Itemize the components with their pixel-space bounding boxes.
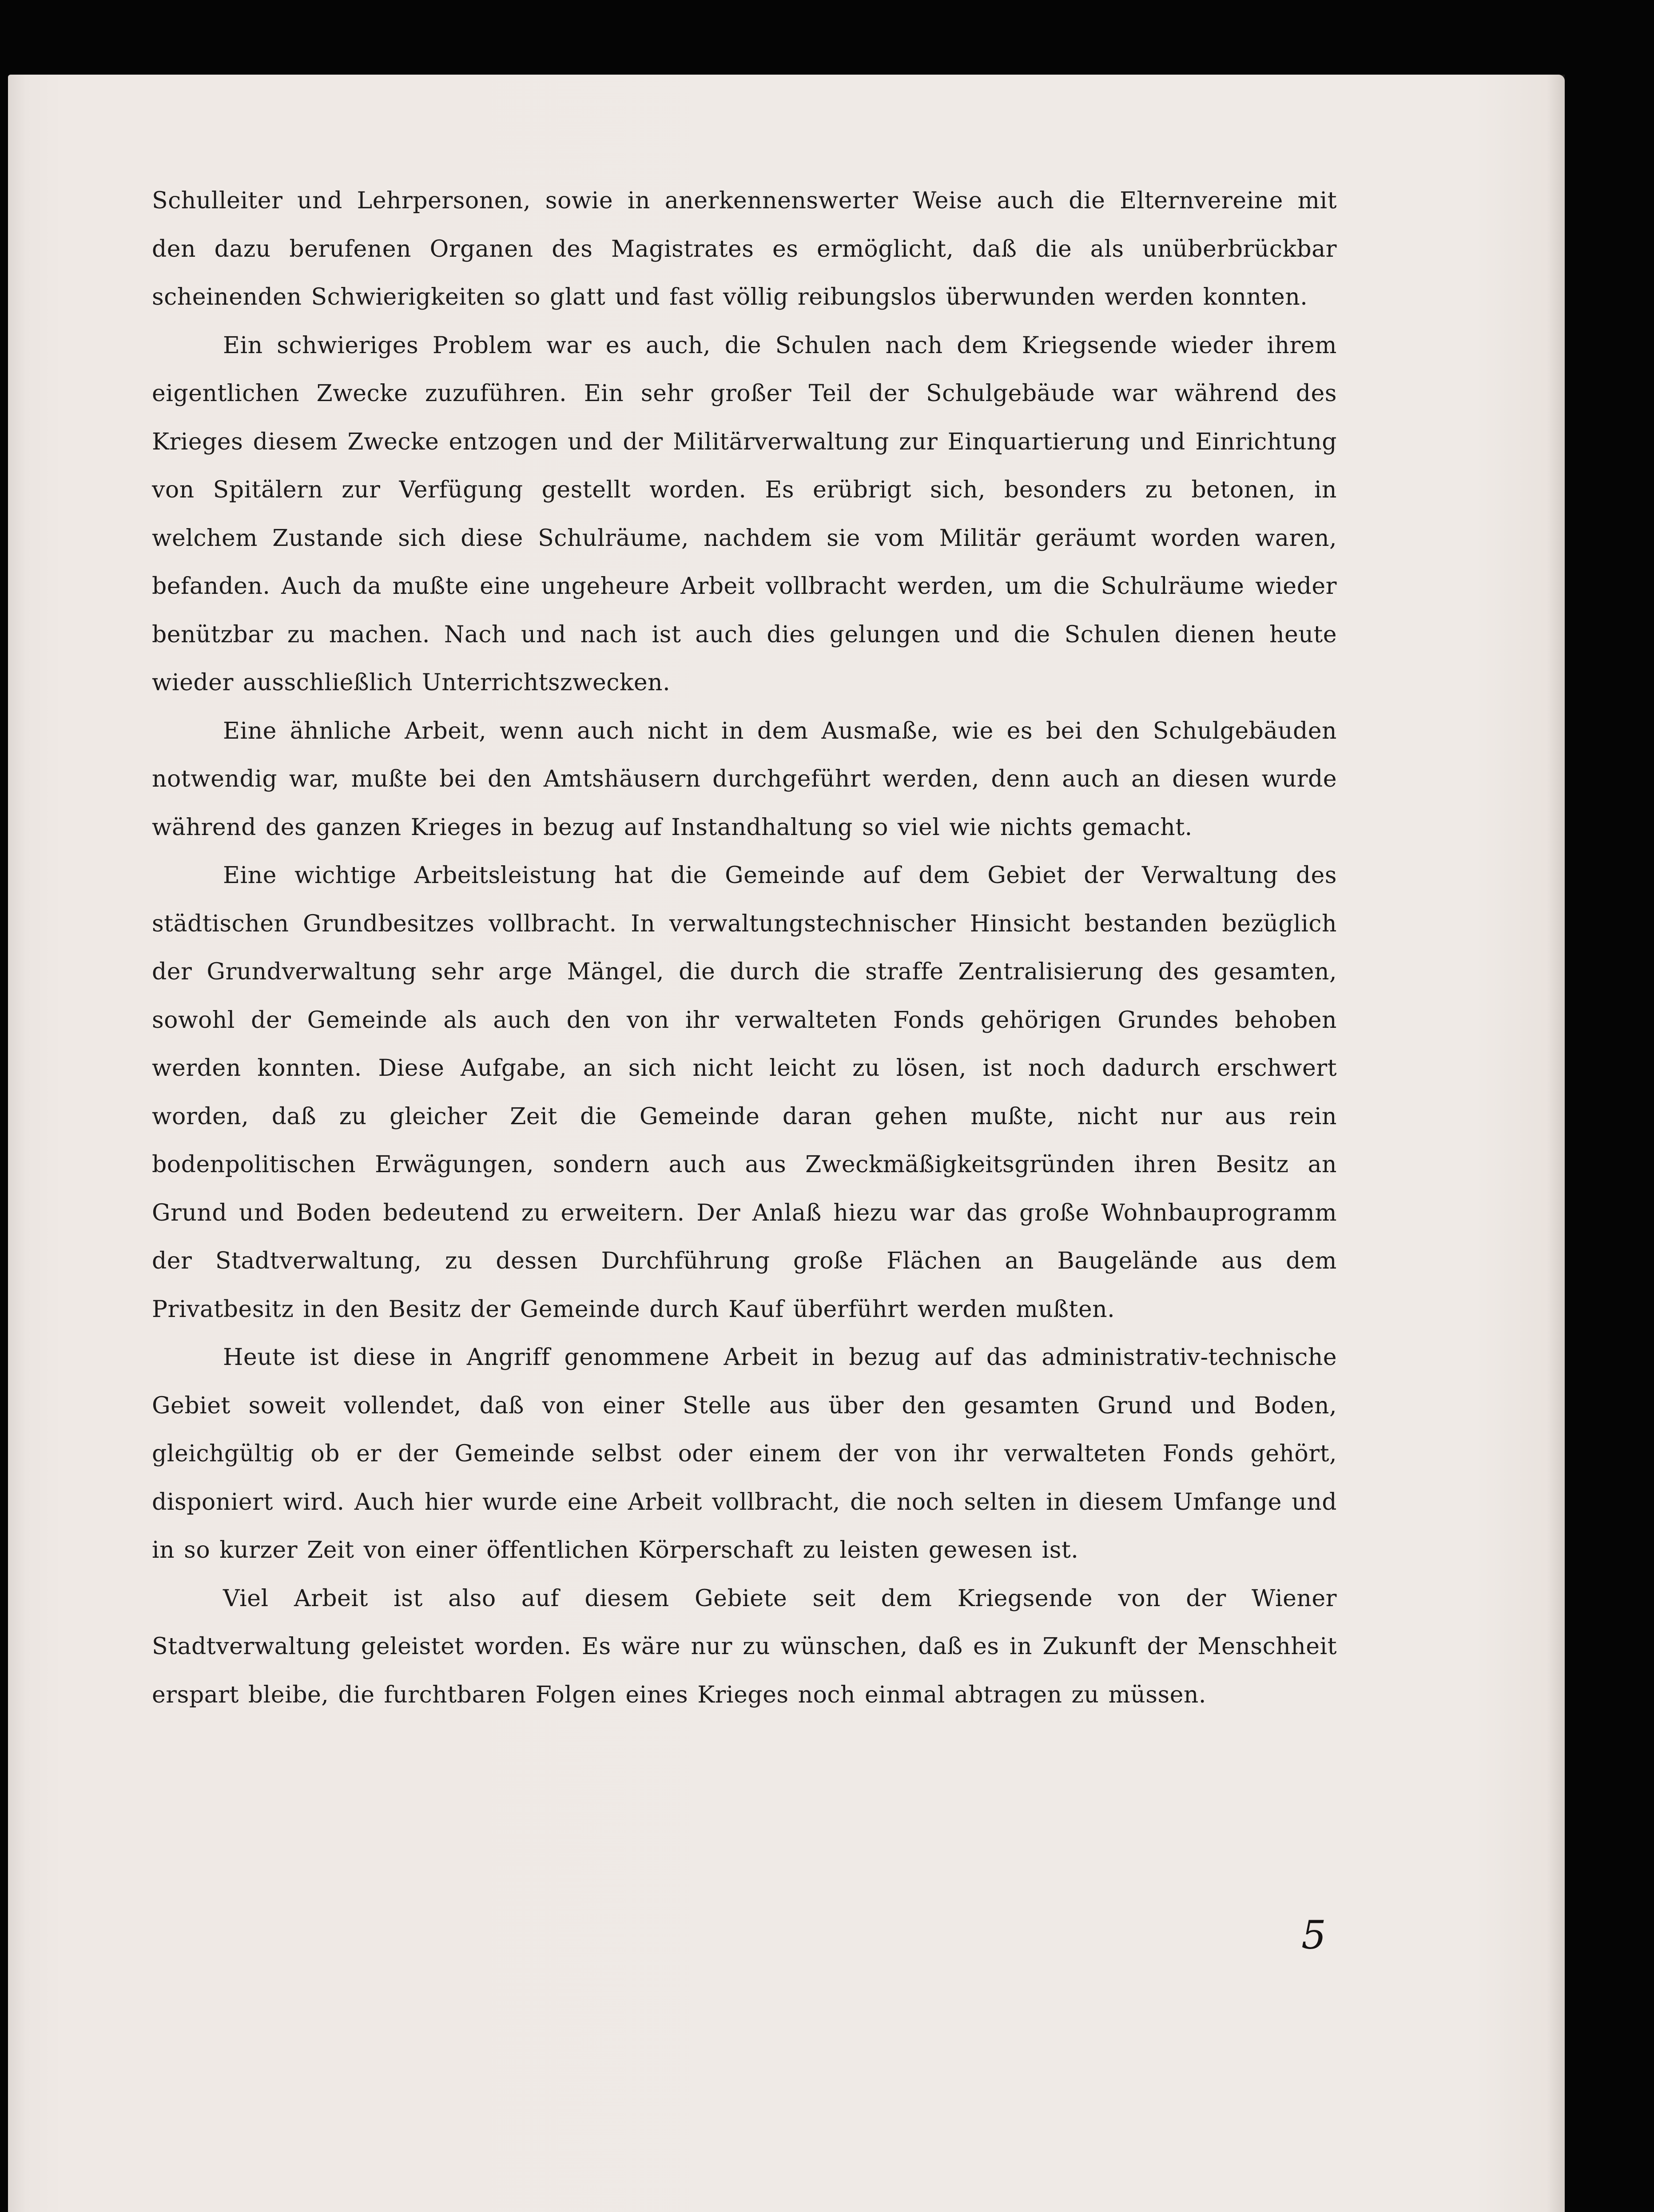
paragraph-1: Schulleiter und Lehrpersonen, sowie in anerkennenswerter Weise auch die Elternvereine mit den dazu berufenen Organen des Magistrates es ermöglicht, daß die als unüberbrückbar scheinenden Schwierigkeiten so glatt und fast völlig reibungslos überwunden werden konnten. [152, 187, 1337, 310]
paragraph-5: Heute ist diese in Angriff genommene Arbeit in bezug auf das administrativ-technische Gebiet soweit vollendet, daß von einer Stelle aus über den gesamten Grund und Boden, gleichgültig ob er der Gemeinde selbst oder einem der von ihr verwalteten Fonds gehört, disponiert wird. Auch hier wurde eine Arbeit vollbracht, die noch selten in diesem Umfange und in so kurzer Zeit von einer öffentlichen Körperschaft zu leisten gewesen ist. [152, 1344, 1337, 1564]
page-number: 5 [1301, 1912, 1326, 1958]
paragraph-6: Viel Arbeit ist also auf diesem Gebiete seit dem Kriegsende von der Wiener Stadtverwaltung geleistet worden. Es wäre nur zu wünschen, daß es in Zukunft der Menschheit erspart bleibe, die furchtbaren Folgen eines Krieges noch einmal abtragen zu müssen. [152, 1585, 1337, 1708]
paragraph-4: Eine wichtige Arbeitsleistung hat die Gemeinde auf dem Gebiet der Verwaltung des städtischen Grundbesitzes vollbracht. In verwaltungstechnischer Hinsicht bestanden bezüglich der Grundverwaltung sehr arge Mängel, die durch die straffe Zentralisierung des gesamten, sowohl der Gemeinde als auch den von ihr verwalteten Fonds gehörigen Grundes behoben werden konnten. Diese Aufgabe, an sich nicht leicht zu lösen, ist noch dadurch erschwert worden, daß zu gleicher Zeit die Gemeinde daran gehen mußte, nicht nur aus rein bodenpolitischen Erwägungen, sondern auch aus Zweckmäßigkeitsgründen ihren Besitz an Grund und Boden bedeutend zu erweitern. Der Anlaß hiezu war das große Wohnbauprogramm der Stadtverwaltung, zu dessen Durchführung große Flächen an Baugelände aus dem Privatbesitz in den Besitz der Gemeinde durch Kauf überführt werden mußten. [152, 862, 1337, 1323]
body-text [152, 177, 1337, 1719]
paragraph-3: Eine ähnliche Arbeit, wenn auch nicht in dem Ausmaße, wie es bei den Schulgebäuden notwendig war, mußte bei den Amtshäusern durchgeführt werden, denn auch an diesen wurde während des ganzen Krieges in bezug auf Instandhaltung so viel wie nichts gemacht. [152, 717, 1337, 841]
paper-edge-shadow [1547, 75, 1565, 2212]
paragraph-2: Ein schwieriges Problem war es auch, die Schulen nach dem Kriegsende wieder ihrem eigentlichen Zwecke zuzuführen. Ein sehr großer Teil der Schulgebäude war während des Krieges diesem Zwecke entzogen und der Militärverwaltung zur Einquartierung und Einrichtung von Spitälern zur Verfügung gestellt worden. Es erübrigt sich, besonders zu betonen, in welchem Zustande sich diese Schulräume, nachdem sie vom Militär geräumt worden waren, befanden. Auch da mußte eine ungeheure Arbeit vollbracht werden, um die Schulräume wieder benützbar zu machen. Nach und nach ist auch dies gelungen und die Schulen dienen heute wieder ausschließlich Unterrichtszwecken. [152, 332, 1337, 696]
